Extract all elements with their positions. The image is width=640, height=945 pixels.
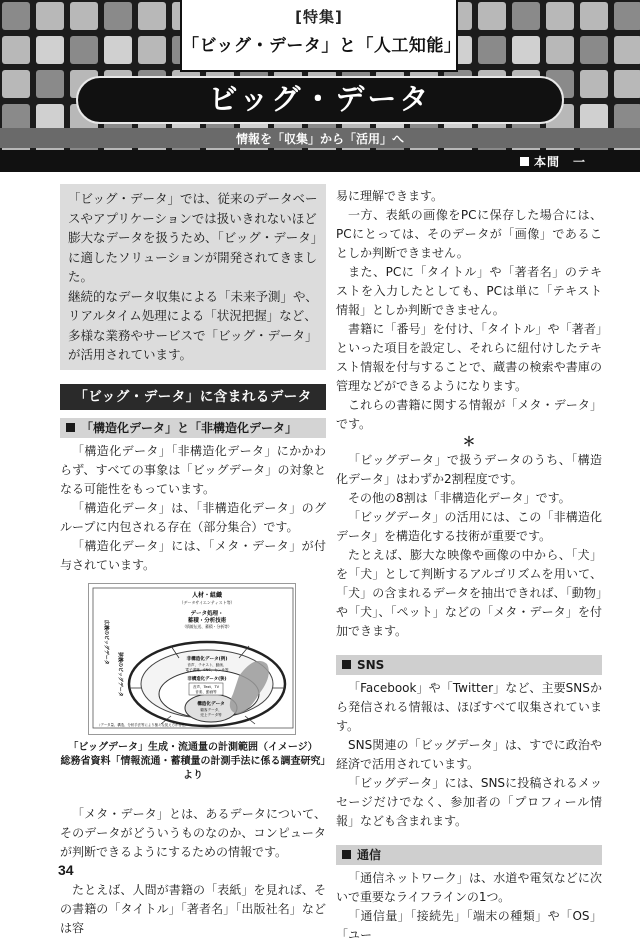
paragraph: たとえば、膨大な映像や画像の中から、「犬」を「犬」として判断するアルゴリズムを用いて、「犬」の含まれるデータを抽出できれば、「動物」や「犬」、「ペット」などの「メタ・データ」を付加できます。	[336, 548, 602, 638]
fig-struct-sub2: 売上データ等	[200, 712, 222, 717]
fig-footnote: （データ量、構造、分析手法等により様々な捉え方が存在）	[97, 722, 189, 727]
section-heading-sns	[336, 655, 602, 675]
pattern-tile	[36, 36, 64, 64]
section-heading: 「ビッグ・データ」に含まれるデータ	[60, 384, 326, 410]
special-feature-box	[180, 0, 462, 72]
pattern-tile	[614, 70, 640, 98]
pattern-tile	[580, 2, 608, 30]
fig-proc-sub: （情報伝送、蓄積・分析等）	[182, 623, 232, 629]
pattern-tile	[104, 2, 132, 30]
bigdata-scope-diagram	[88, 583, 296, 735]
subtitle-band	[0, 128, 640, 148]
square-bullet-icon	[520, 157, 529, 166]
fig-struct-label: 構造化データ	[197, 701, 225, 707]
fig-partial-sub1: 音声、Text、TV	[192, 684, 220, 689]
pattern-tile	[138, 2, 166, 30]
fig-unstruct-sub2: 電子書籍、SNS、センサ等	[185, 667, 229, 672]
special-feature-label: [特集]	[295, 8, 343, 26]
fig-broad-label: 広義のビッグデータ	[103, 619, 109, 665]
subsection-heading-text: 「構造化データ」と「非構造化データ」	[81, 420, 298, 435]
right-column	[336, 187, 602, 945]
pattern-tile	[104, 36, 132, 64]
pattern-tile	[138, 36, 166, 64]
figure-caption-line1: 「ビッグデータ」生成・流通量の計測範囲（イメージ）	[68, 741, 318, 753]
paragraph: 「通信ネットワーク」は、水道や電気などに次いで重要なライフラインの1つ。	[336, 871, 602, 904]
paragraph: SNS関連の「ビッグデータ」は、すでに政治や経済で活用されています。	[336, 738, 602, 771]
body-text	[60, 805, 326, 938]
body-text	[336, 187, 602, 434]
author-byline	[520, 153, 586, 170]
article-header	[0, 0, 640, 150]
title-band	[76, 76, 564, 124]
paragraph: 「メタ・データ」とは、あるデータについて、そのデータがどういうものなのか、コンピュータが判断できるようにするための情報です。	[60, 806, 326, 859]
page-title: ビッグ・データ	[208, 82, 432, 116]
pattern-tile	[478, 36, 506, 64]
figure-caption	[60, 741, 326, 783]
square-bullet-icon	[66, 423, 75, 432]
author-name: 本間 一	[533, 155, 586, 169]
paragraph: たとえば、人間が書籍の「表紙」を見れば、その書籍の「タイトル」「著者名」「出版社名」などは容	[60, 882, 326, 935]
page-subtitle: 情報を「収集」から「活用」へ	[235, 132, 404, 146]
pattern-tile	[2, 36, 30, 64]
paragraph: 「通信量」「接続先」「端末の種類」や「OS」「ユー	[336, 909, 602, 942]
intro-box	[60, 184, 326, 370]
fig-unstruct-sub1: 音声、テキスト、動画、	[187, 662, 227, 667]
pattern-tile	[546, 2, 574, 30]
section-separator-asterisk: ＊	[462, 435, 476, 450]
paragraph: 一方、表紙の画像をPCに保存した場合には、PCにとっては、そのデータが「画像」であることしか判断できません。	[336, 208, 602, 260]
body-text	[336, 451, 602, 641]
square-bullet-icon	[342, 850, 351, 859]
subsection-heading	[60, 418, 326, 438]
paragraph: 「構造化データ」は、「非構造化データ」のグループに内包される存在（部分集合）です。	[60, 500, 326, 534]
pattern-tile	[546, 36, 574, 64]
fig-proc-label: データ処理・	[190, 610, 224, 617]
left-column	[60, 184, 326, 938]
pattern-tile	[614, 2, 640, 30]
section-heading-text: 通信	[357, 848, 382, 862]
section-heading-tsushin	[336, 845, 602, 865]
fig-top-label: 人材・組織	[191, 591, 223, 599]
pattern-tile	[580, 70, 608, 98]
pattern-tile	[70, 36, 98, 64]
author-row	[0, 150, 640, 172]
pattern-tile	[580, 36, 608, 64]
paragraph: 「構造化データ」「非構造化データ」にかかわらず、すべての事象は「ビッグデータ」の対象となる可能性をもっています。	[60, 443, 326, 496]
fig-proc-label2: 蓄積・分析技術	[187, 617, 227, 624]
pattern-tile	[512, 36, 540, 64]
paragraph: 書籍に「番号」を付け、「タイトル」や「著者」といった項目を設定し、それらに紐付けしたテキスト情報を付与することで、蔵書の検索や書庫の管理などができるようになります。	[336, 322, 602, 393]
pattern-tile	[2, 2, 30, 30]
fig-struct-sub1: 顧客データ、	[200, 707, 222, 712]
intro-paragraph: 継続的なデータ収集による「未来予測」や、リアルタイム処理による「状況把握」など、多様な業務やサービスで「ビッグ・データ」が活用されています。	[68, 288, 318, 362]
pattern-tile	[36, 2, 64, 30]
fig-narrow-label: 狭義のビッグデータ	[117, 651, 123, 697]
paragraph: また、PCに「タイトル」や「著者名」のテキストを入力したとしても、PCは単に「テキスト情報」としか判断できません。	[336, 265, 602, 317]
pattern-tile	[614, 36, 640, 64]
special-feature-title: 「ビッグ・データ」と「人工知能」	[182, 36, 462, 56]
square-bullet-icon	[342, 660, 351, 669]
section-heading-text: SNS	[357, 658, 385, 672]
intro-paragraph: 「ビッグ・データ」では、従来のデータベースやアプリケーションでは扱いきれないほど膨大なデータを扱うため、「ビッグ・データ」に適したソリューションが開発されてきました。	[68, 191, 318, 284]
figure-caption-line2: 総務省資料「情報流通・蓄積量の計測手法に係る調査研究」より	[60, 755, 326, 781]
body-text	[336, 679, 602, 831]
paragraph: 「ビッグデータ」には、SNSに投稿されるメッセージだけでなく、参加者の「プロフィール情報」なども含まれます。	[336, 776, 602, 828]
body-text	[336, 869, 602, 945]
paragraph: 「構造化データ」には、「メタ・データ」が付与されています。	[60, 538, 326, 572]
pattern-tile	[70, 2, 98, 30]
pattern-tile	[36, 70, 64, 98]
pattern-tile	[478, 2, 506, 30]
paragraph: これらの書籍に関する情報が「メタ・データ」です。	[336, 398, 602, 431]
paragraph: 「ビッグデータ」で扱うデータのうち、「構造化データ」はわずか2割程度です。	[336, 453, 602, 486]
page-number: 34	[58, 862, 74, 878]
fig-partial-sub2: 音楽、動画等	[195, 689, 217, 694]
fig-top-sub: （データサイエンティスト等）	[179, 599, 235, 605]
body-text	[60, 442, 326, 575]
paragraph: 易に理解できます。	[336, 189, 444, 203]
paragraph: その他の8割は「非構造化データ」です。	[348, 491, 571, 505]
pattern-tile	[2, 70, 30, 98]
paragraph: 「Facebook」や「Twitter」など、主要SNSから発信される情報は、ほぼすべて収集されています。	[336, 681, 602, 733]
fig-unstruct-label: 非構造化データ(例)	[186, 656, 228, 662]
paragraph: 「ビッグデータ」の活用には、この「非構造化データ」を構造化する技術が重要です。	[336, 510, 602, 543]
fig-partial-label: 非構造化データ(狭)	[187, 676, 227, 682]
pattern-tile	[512, 2, 540, 30]
